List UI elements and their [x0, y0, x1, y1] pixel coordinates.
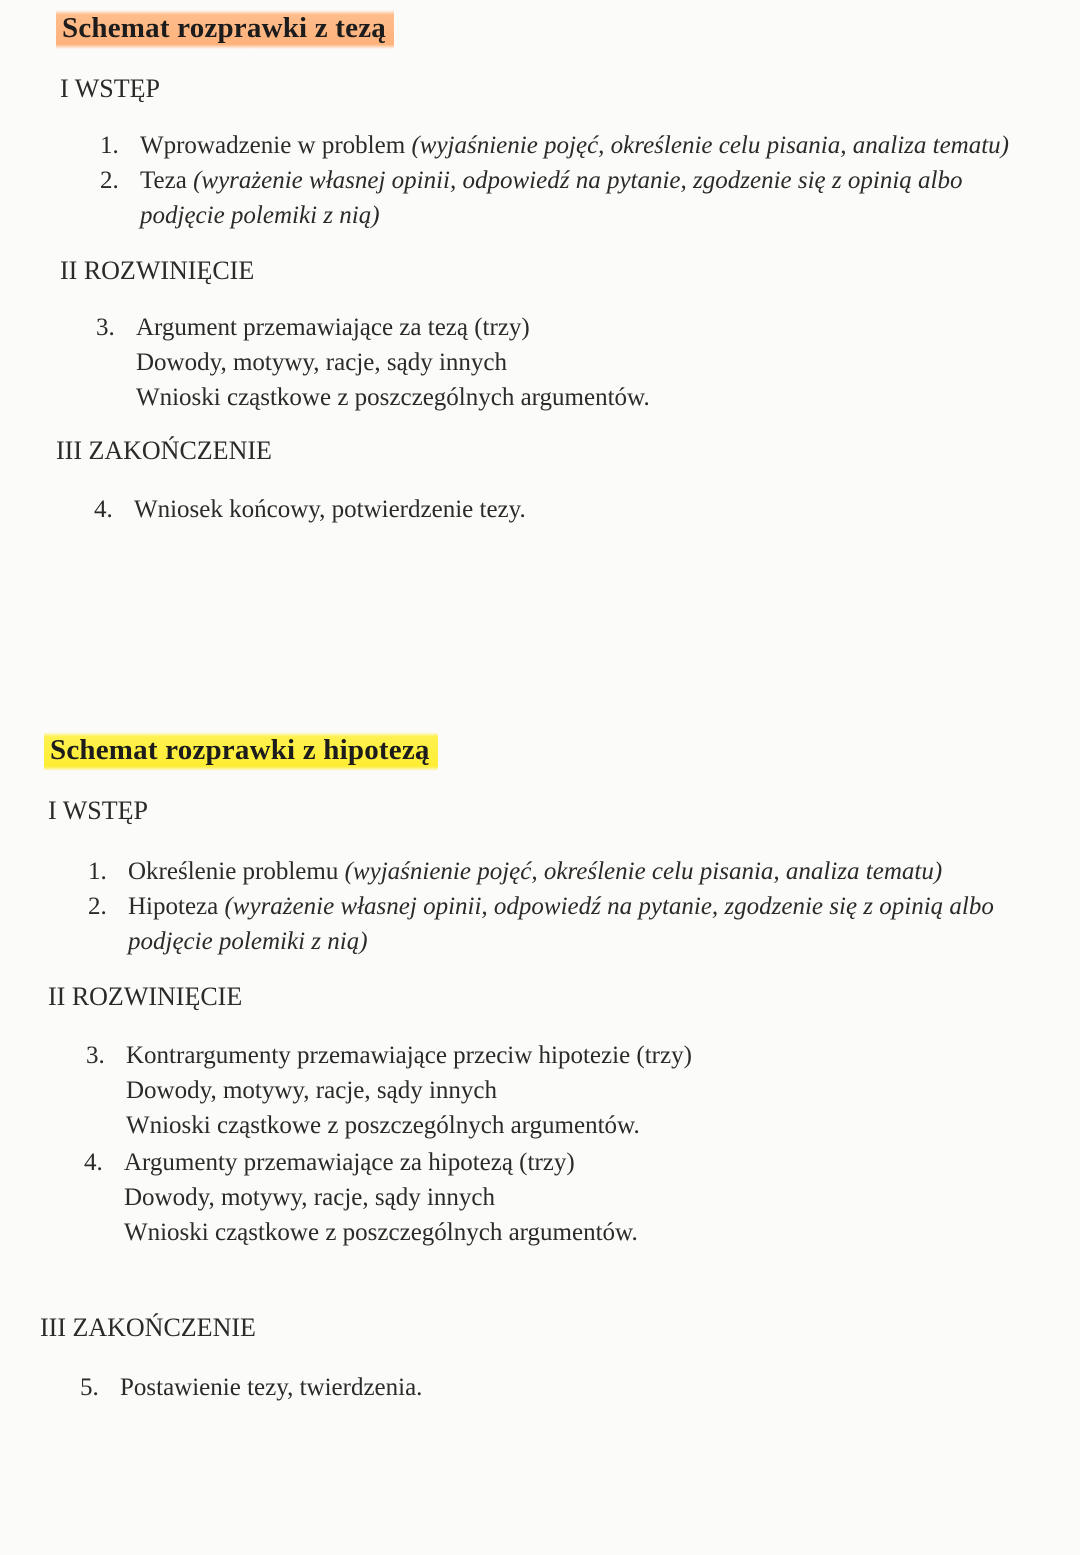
item-number: 1.	[88, 858, 107, 885]
item-number: 1.	[100, 132, 119, 159]
intro-heading: I WSTĘP	[60, 74, 160, 103]
item-main: Hipoteza	[128, 893, 219, 920]
item-line: Wnioski cząstkowe z poszczególnych argumentów.	[124, 1219, 638, 1246]
list-item-4	[94, 492, 526, 527]
item-line: Wnioski cząstkowe z poszczególnych argumentów.	[126, 1112, 640, 1139]
list-item-2	[88, 889, 994, 959]
list-item-2	[100, 163, 962, 233]
item-main: Teza	[140, 167, 187, 194]
item-number: 4.	[84, 1149, 103, 1176]
item-main: Wprowadzenie w problem	[140, 132, 406, 159]
item-note-continued: podjęcie polemiki z nią)	[128, 928, 368, 955]
item-number: 3.	[96, 314, 115, 341]
schema-hipoteza-title: Schemat rozprawki z hipotezą	[44, 732, 438, 771]
item-line: Wniosek końcowy, potwierdzenie tezy.	[134, 496, 526, 523]
item-main: Określenie problemu	[128, 858, 339, 885]
body-heading: II ROZWINIĘCIE	[60, 256, 255, 285]
list-item-1	[88, 854, 942, 889]
list-item-3	[96, 310, 650, 415]
list-item-3	[86, 1038, 692, 1143]
intro-heading: I WSTĘP	[48, 796, 148, 825]
item-note: (wyrażenie własnej opinii, odpowiedź na pytanie, zgodzenie się z opinią albo	[193, 167, 963, 194]
list-item-4	[84, 1145, 638, 1250]
item-line: Argument przemawiające za tezą (trzy)	[136, 314, 530, 341]
item-number: 2.	[100, 167, 119, 194]
item-note: (wyjaśnienie pojęć, określenie celu pisania, analiza tematu)	[344, 858, 943, 885]
end-heading: III ZAKOŃCZENIE	[56, 436, 272, 465]
item-line: Dowody, motywy, racje, sądy innych	[136, 349, 507, 376]
body-heading: II ROZWINIĘCIE	[48, 982, 243, 1011]
item-note: (wyjaśnienie pojęć, określenie celu pisania, analiza tematu)	[411, 132, 1009, 159]
list-item-1	[100, 128, 1009, 163]
item-line: Dowody, motywy, racje, sądy innych	[126, 1077, 497, 1104]
item-number: 4.	[94, 496, 113, 523]
item-number: 5.	[80, 1374, 99, 1401]
schema-teza-title: Schemat rozprawki z tezą	[56, 10, 394, 49]
item-line: Kontrargumenty przemawiające przeciw hipotezie (trzy)	[126, 1042, 692, 1069]
item-note: (wyrażenie własnej opinii, odpowiedź na pytanie, zgodzenie się z opinią albo	[224, 893, 994, 920]
item-line: Dowody, motywy, racje, sądy innych	[124, 1184, 495, 1211]
item-line: Argumenty przemawiające za hipotezą (trzy)	[124, 1149, 575, 1176]
end-heading: III ZAKOŃCZENIE	[40, 1313, 256, 1342]
item-number: 2.	[88, 893, 107, 920]
list-item-5	[80, 1370, 422, 1405]
item-note-continued: podjęcie polemiki z nią)	[140, 202, 380, 229]
item-line: Postawienie tezy, twierdzenia.	[120, 1374, 423, 1401]
item-number: 3.	[86, 1042, 105, 1069]
item-line: Wnioski cząstkowe z poszczególnych argumentów.	[136, 384, 650, 411]
